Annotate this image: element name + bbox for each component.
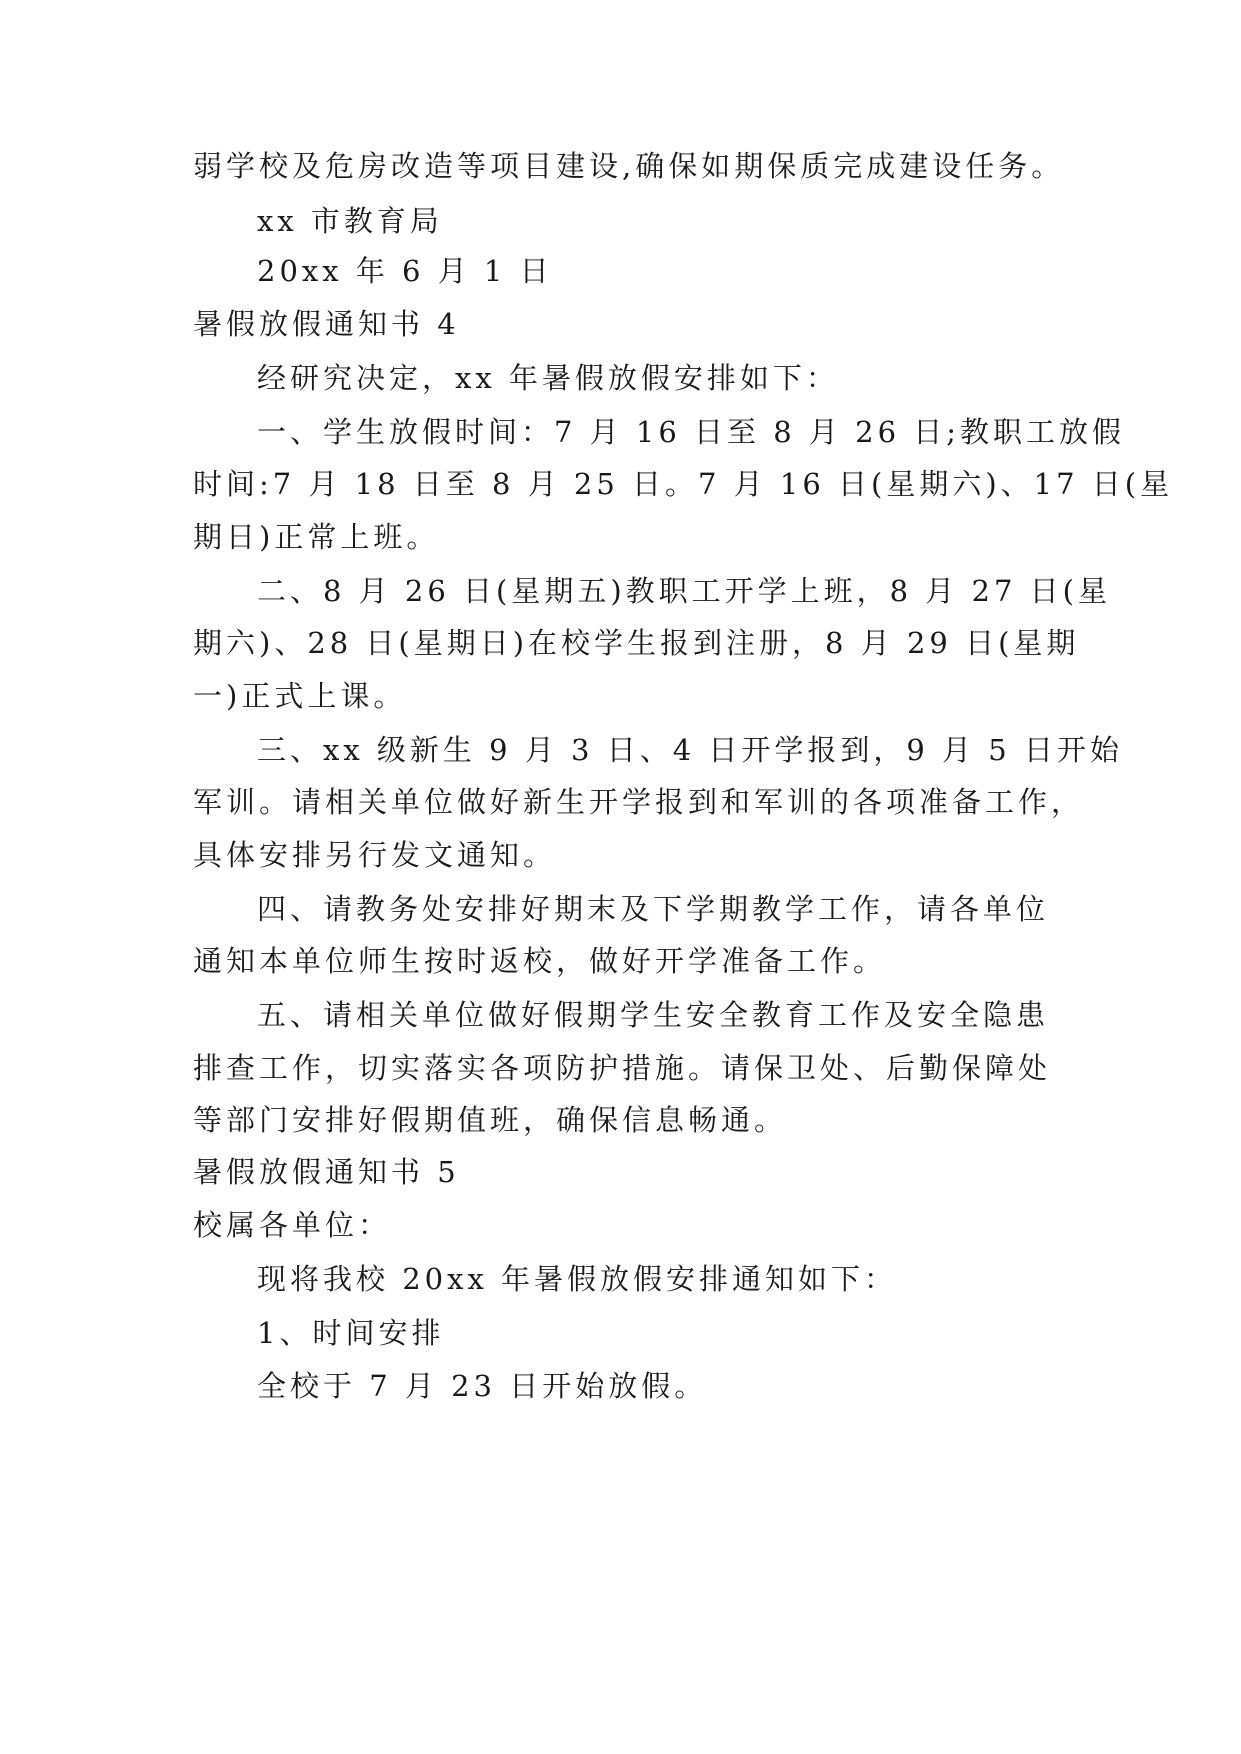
- signature-date: 20xx 年 6 月 1 日: [257, 254, 553, 288]
- text-line: 通知本单位师生按时返校，做好开学准备工作。: [193, 944, 887, 978]
- text-line: 全校于 7 月 23 日开始放假。: [257, 1369, 708, 1403]
- text-line: 一、学生放假时间：7 月 16 日至 8 月 26 日;教职工放假: [257, 415, 1126, 449]
- text-line: 期六)、28 日(星期日)在校学生报到注册，8 月 29 日(星期: [193, 626, 1080, 660]
- text-line: 五、请相关单位做好假期学生安全教育工作及安全隐患: [257, 998, 1050, 1032]
- text-line: 三、xx 级新生 9 月 3 日、4 日开学报到，9 月 5 日开始: [257, 733, 1123, 767]
- text-line: 军训。请相关单位做好新生开学报到和军训的各项准备工作，: [193, 785, 1085, 819]
- text-line: 弱学校及危房改造等项目建设,确保如期保质完成建设任务。: [193, 149, 1065, 183]
- text-line: 具体安排另行发文通知。: [193, 838, 557, 872]
- text-line: 期日)正常上班。: [193, 520, 440, 554]
- text-line: 等部门安排好假期值班，确保信息畅通。: [193, 1103, 788, 1137]
- text-line: 排查工作，切实落实各项防护措施。请保卫处、后勤保障处: [193, 1051, 1052, 1085]
- salutation: 校属各单位：: [193, 1208, 392, 1242]
- section-heading: 暑假放假通知书 5: [193, 1155, 460, 1189]
- signature-org: xx 市教育局: [257, 204, 443, 238]
- text-line: 时间:7 月 18 日至 8 月 25 日。7 月 16 日(星期六)、17 日(星: [193, 467, 1174, 501]
- text-line: 二、8 月 26 日(星期五)教职工开学上班，8 月 27 日(星: [257, 574, 1111, 608]
- text-line: 经研究决定，xx 年暑假放假安排如下：: [257, 361, 839, 395]
- text-line: 现将我校 20xx 年暑假放假安排通知如下：: [257, 1262, 898, 1296]
- subheading: 1、时间安排: [257, 1316, 445, 1350]
- text-line: 四、请教务处安排好期末及下学期教学工作，请各单位: [257, 892, 1050, 926]
- text-line: 一)正式上课。: [193, 679, 407, 713]
- section-heading: 暑假放假通知书 4: [193, 307, 460, 341]
